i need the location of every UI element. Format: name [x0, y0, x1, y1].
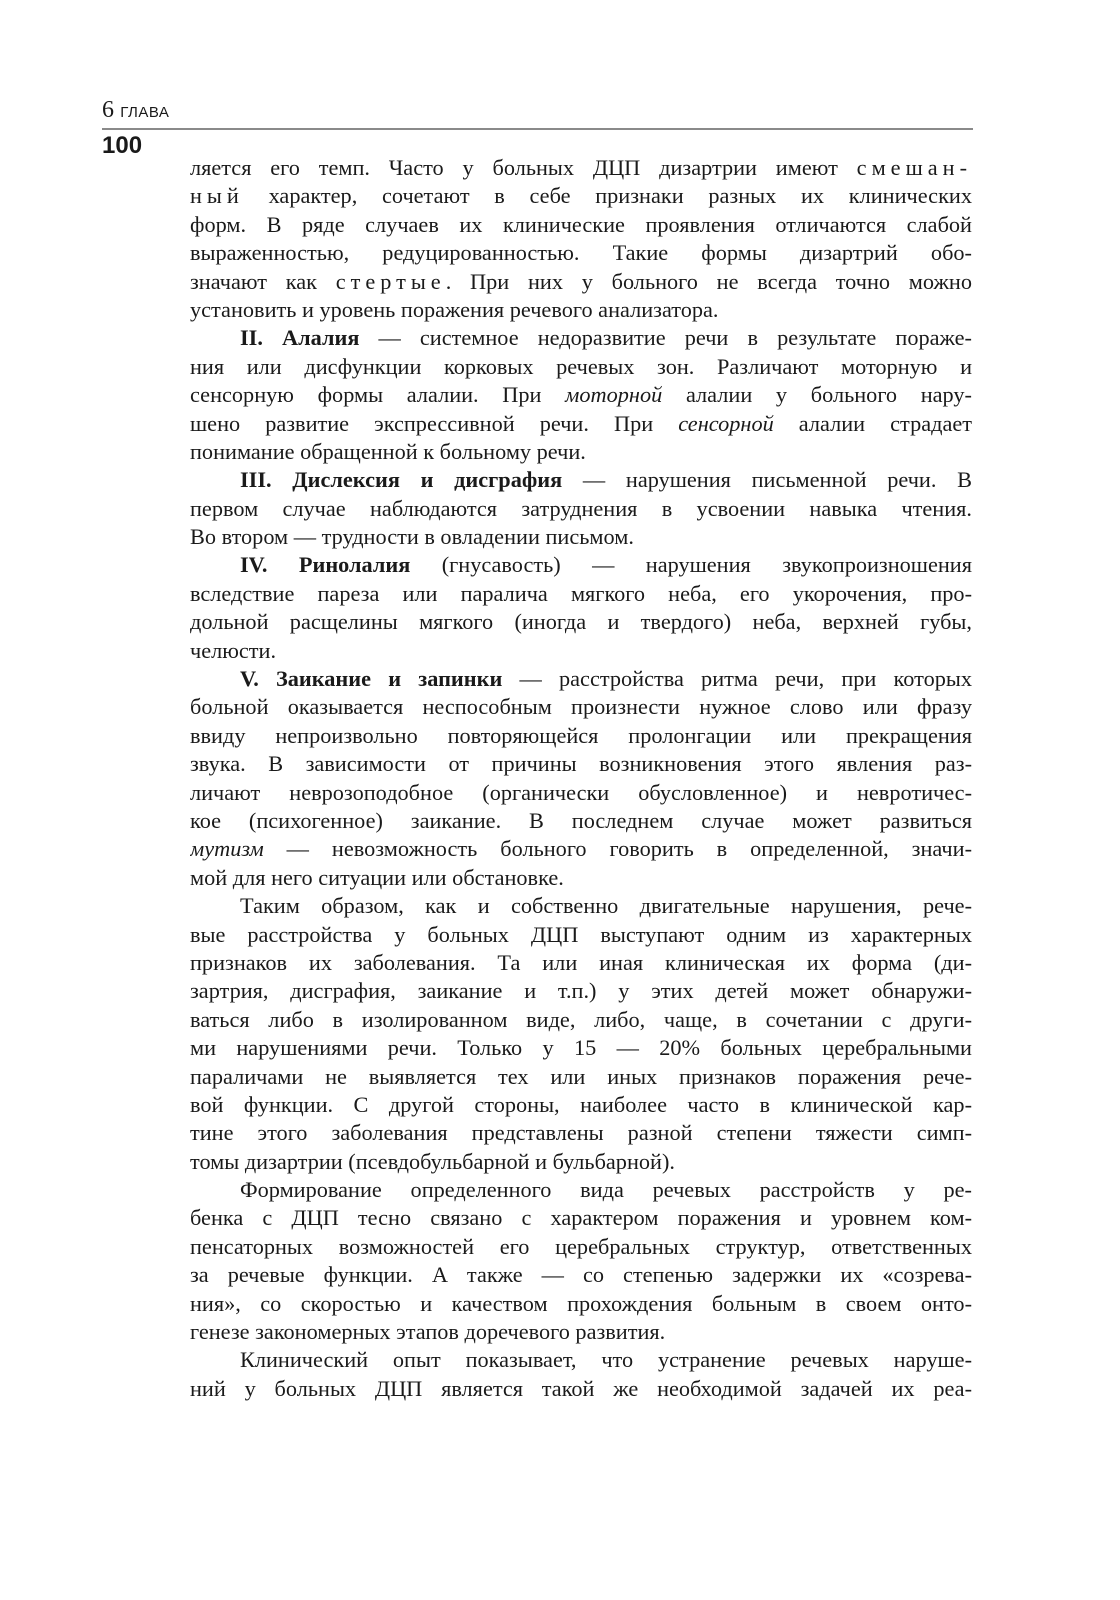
text-line: V. Заикание и запинки — расстройства ритма речи, при которых — [240, 666, 972, 692]
term-heading: III. Дислексия и дисграфия — [240, 467, 563, 493]
paragraph-alalia — [190, 324, 972, 466]
term-heading: IV. Ринолалия — [240, 552, 411, 578]
text-line: Формирование определенного вида речевых расстройств у ре- — [240, 1177, 972, 1203]
text-line: личают неврозоподобное (органически обусловленное) и невротичес- — [190, 779, 972, 805]
chapter-number: 6 — [102, 97, 115, 123]
text-line: пенсаторных возможностей его церебральных структур, ответственных — [190, 1233, 972, 1259]
text-line: бенка с ДЦП тесно связано с характером поражения и уровнем ком- — [190, 1205, 972, 1231]
text-line: дольной расщелины мягкого (иногда и твердого) неба, верхней губы, — [190, 609, 972, 635]
text-line: IV. Ринолалия (гнусавость) — нарушения звукопроизношения — [240, 552, 972, 578]
text-line: III. Дислексия и дисграфия — нарушения письменной речи. В — [240, 467, 972, 493]
text-line: форм. В ряде случаев их клинические проявления отличаются слабой — [190, 211, 972, 237]
paragraph-dyslexia — [190, 466, 972, 551]
text-line: Клинический опыт показывает, что устранение речевых наруше- — [240, 1347, 972, 1373]
text-line: звука. В зависимости от причины возникновения этого явления раз- — [190, 751, 972, 777]
text-line: генезе закономерных этапов доречевого развития. — [190, 1319, 666, 1345]
text-line: параличами не выявляется тех или иных признаков поражения рече- — [190, 1063, 972, 1089]
text-line: зартрия, дисграфия, заикание и т.п.) у этих детей может обнаружи- — [190, 978, 972, 1004]
text-line: кое (психогенное) заикание. В последнем случае может развиться — [190, 807, 972, 833]
text-line: вые расстройства у больных ДЦП выступают одним из характерных — [190, 921, 972, 947]
text-line: шено развитие экспрессивной речи. При сенсорной алалии страдает — [190, 410, 972, 436]
page-number: 100 — [102, 132, 143, 159]
text-line: ния или дисфункции корковых речевых зон. Различают моторную и — [190, 353, 972, 379]
text-line: ний у больных ДЦП является такой же необходимой задачей их реа- — [190, 1375, 972, 1401]
chapter-word: ГЛАВА — [120, 104, 170, 121]
text-line: первом случае наблюдаются затруднения в усвоении навыка чтения. — [190, 495, 972, 521]
term-heading: II. Алалия — [240, 325, 360, 351]
header-rule — [102, 128, 973, 130]
text-line: ввиду непроизвольно повторяющейся пролонгации или прекращения — [190, 722, 972, 748]
text-line: сенсорную формы алалии. При моторной алалии у больного нару- — [190, 382, 972, 408]
body-text — [190, 154, 972, 1403]
text-line: Во втором — трудности в овладении письмом. — [190, 524, 634, 550]
text-line: установить и уровень поражения речевого анализатора. — [190, 296, 719, 322]
text-line: томы дизартрии (псевдобульбарной и бульбарной). — [190, 1148, 675, 1174]
text-line: вой функции. С другой стороны, наиболее часто в клинической кар- — [190, 1091, 972, 1117]
text-line: признаков их заболевания. Та или иная клиническая их форма (ди- — [190, 949, 972, 975]
text-line: тине этого заболевания представлены разной степени тяжести симп- — [190, 1120, 972, 1146]
paragraph — [190, 892, 972, 1176]
running-header — [102, 96, 972, 127]
text-line: больной оказывается неспособным произнести нужное слово или фразу — [190, 694, 972, 720]
text-line: ния», со скоростью и качеством прохождения больным в своем онто- — [190, 1290, 972, 1316]
paragraph — [190, 1176, 972, 1346]
paragraph-rhinolalia — [190, 551, 972, 665]
text-line: ми нарушениями речи. Только у 15 — 20% больных церебральными — [190, 1035, 972, 1061]
text-line: за речевые функции. А также — со степенью задержки их «созрева- — [190, 1262, 972, 1288]
chapter-label — [102, 96, 972, 127]
text-line: ваться либо в изолированном виде, либо, чаще, в сочетании с други- — [190, 1006, 972, 1032]
text-line: выраженностью, редуцированностью. Такие формы дизартрий обо- — [190, 240, 972, 266]
text-line: II. Алалия — системное недоразвитие речи в результате пораже- — [240, 325, 972, 351]
text-line: значают как стертые. При них у больного не всегда точно можно — [190, 268, 972, 294]
text-line: Таким образом, как и собственно двигательные нарушения, рече- — [240, 893, 972, 919]
text-line: ляется его темп. Часто у больных ДЦП дизартрии имеют смешан- — [190, 155, 972, 180]
paragraph — [190, 1346, 972, 1403]
text-line: мутизм — невозможность больного говорить в определенной, значи- — [190, 836, 972, 862]
text-line: мой для него ситуации или обстановке. — [190, 864, 564, 890]
paragraph-stuttering — [190, 665, 972, 892]
paragraph — [190, 154, 972, 324]
text-line: понимание обращенной к больному речи. — [190, 438, 586, 464]
text-line: ный характер, сочетают в себе признаки разных их клинических — [190, 183, 972, 209]
text-line: вследствие пареза или паралича мягкого неба, его укорочения, про- — [190, 580, 972, 606]
term-heading: V. Заикание и запинки — [240, 666, 503, 692]
text-line: челюсти. — [190, 637, 277, 663]
